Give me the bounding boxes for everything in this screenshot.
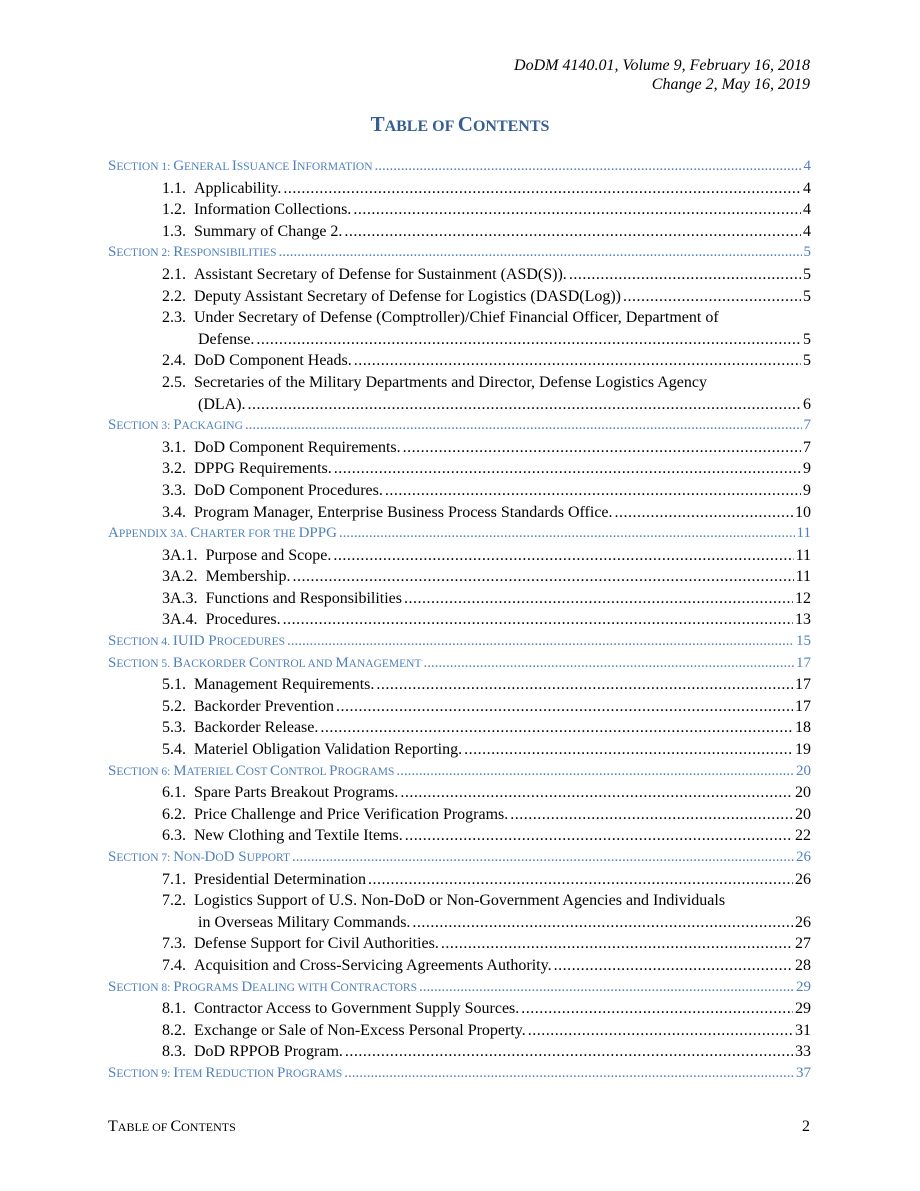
dot-leader: [400, 782, 793, 804]
toc-entry-number: 2.1.: [162, 265, 186, 283]
toc-page-number: 7: [803, 438, 811, 456]
toc-section-link[interactable]: [108, 977, 811, 999]
toc-page-number: 29: [795, 1000, 811, 1018]
dot-leader: [344, 221, 801, 243]
table-of-contents: [108, 156, 811, 1085]
dot-leader: [385, 480, 801, 502]
toc-section-link[interactable]: [108, 1063, 811, 1085]
toc-entry-number: 5.1.: [162, 676, 186, 694]
toc-entry-link[interactable]: [108, 178, 811, 200]
toc-entry-link[interactable]: [108, 782, 811, 804]
toc-entry-link[interactable]: [108, 307, 811, 329]
toc-section-link[interactable]: [108, 242, 811, 264]
toc-entry-title: DoD RPPOB Program.: [194, 1043, 343, 1061]
dot-leader: [464, 739, 793, 761]
toc-entry-title: DPPG Requirements.: [194, 460, 332, 478]
dot-leader: [528, 1020, 793, 1042]
toc-entry-title: Management Requirements.: [194, 676, 375, 694]
toc-section-link[interactable]: [108, 653, 811, 675]
dot-leader: [419, 977, 794, 999]
toc-page-number: 20: [796, 762, 811, 779]
dot-leader: [615, 502, 793, 524]
dot-leader: [423, 653, 794, 675]
toc-entry-link[interactable]: [108, 264, 811, 286]
toc-page-number: 5: [803, 287, 811, 305]
toc-section-title: SECTION 8: PROGRAMS DEALING WITH CONTRACTORS: [108, 978, 417, 995]
dot-leader: [283, 178, 801, 200]
toc-entry-continuation[interactable]: [108, 912, 811, 934]
toc-entry-number: 2.5.: [162, 373, 186, 391]
footer-page-number: 2: [802, 1118, 810, 1135]
toc-entry-title: Secretaries of the Military Departments and Director, Defense Logistics Agency: [194, 373, 707, 391]
toc-entry-link[interactable]: [108, 221, 811, 243]
toc-entry-title-cont: in Overseas Military Commands.: [198, 913, 411, 931]
toc-entry-title: Presidential Determination: [194, 870, 366, 888]
toc-entry-number: 8.1.: [162, 1000, 186, 1018]
toc-entry-number: 8.2.: [162, 1021, 186, 1039]
toc-entry-link[interactable]: [108, 869, 811, 891]
toc-page-number: 19: [795, 741, 811, 759]
toc-entry-link[interactable]: [108, 286, 811, 308]
dot-leader: [403, 437, 801, 459]
toc-section-title: SECTION 3: PACKAGING: [108, 417, 243, 434]
toc-entry-title: Procedures.: [205, 611, 281, 629]
toc-section-title: SECTION 7: NON-DOD SUPPORT: [108, 849, 290, 865]
toc-entry-number: 3A.3.: [162, 589, 198, 607]
toc-entry-link[interactable]: [108, 350, 811, 372]
toc-entry-number: 2.3.: [162, 309, 186, 327]
toc-section-link[interactable]: [108, 761, 811, 783]
toc-entry-link[interactable]: [108, 199, 811, 221]
dot-leader: [256, 329, 801, 351]
toc-entry-link[interactable]: [108, 739, 811, 761]
toc-entry-link[interactable]: [108, 437, 811, 459]
toc-entry-number: 8.3.: [162, 1043, 186, 1061]
toc-entry-link[interactable]: [108, 566, 811, 588]
toc-entry-link[interactable]: [108, 588, 811, 610]
header-doc-id: DoDM 4140.01, Volume 9, February 16, 2018: [514, 57, 810, 74]
toc-entry-number: 3A.4.: [162, 611, 198, 629]
toc-entry-number: 7.2.: [162, 892, 186, 910]
page-title: TABLE OF CONTENTS: [370, 112, 550, 136]
toc-entry-number: 2.4.: [162, 352, 186, 370]
toc-page-number: 5: [803, 265, 811, 283]
toc-entry-number: 6.2.: [162, 805, 186, 823]
dot-leader: [344, 1063, 794, 1085]
toc-section-title: SECTION 4. IUID PROCEDURES: [108, 633, 286, 650]
toc-page-number: 29: [796, 978, 811, 995]
toc-entry-number: 6.3.: [162, 827, 186, 845]
toc-entry-link[interactable]: [108, 502, 811, 524]
dot-leader: [245, 415, 802, 437]
document-header: [514, 56, 810, 94]
toc-entry-link[interactable]: [108, 717, 811, 739]
dot-leader: [283, 609, 793, 631]
toc-entry-title: Logistics Support of U.S. Non-DoD or Non-Government Agencies and Individuals: [194, 892, 726, 910]
toc-entry-title: Contractor Access to Government Supply Sources.: [194, 1000, 520, 1018]
toc-page-number: 37: [796, 1064, 811, 1081]
toc-entry-title: Backorder Release.: [194, 719, 319, 737]
toc-page-number: 20: [795, 805, 811, 823]
toc-entry-number: 1.2.: [162, 201, 186, 219]
toc-page-number: 18: [795, 719, 811, 737]
dot-leader: [412, 912, 793, 934]
toc-entry-link[interactable]: [108, 458, 811, 480]
toc-page-number: 22: [795, 827, 811, 845]
toc-page-number: 10: [795, 503, 811, 521]
toc-page-number: 5: [803, 330, 811, 348]
dot-leader: [569, 264, 801, 286]
dot-leader: [441, 933, 793, 955]
toc-entry-title: Spare Parts Breakout Programs.: [194, 784, 399, 802]
toc-entry-number: 1.1.: [162, 179, 186, 197]
toc-page-number: 27: [795, 935, 811, 953]
dot-leader: [345, 1041, 793, 1063]
toc-entry-number: 3.4.: [162, 503, 186, 521]
toc-entry-link[interactable]: [108, 933, 811, 955]
toc-entry-number: 3A.1.: [162, 546, 198, 564]
toc-entry-link[interactable]: [108, 804, 811, 826]
toc-entry-number: 3A.2.: [162, 568, 198, 586]
page-footer: [108, 1118, 810, 1136]
toc-entry-title: Applicability.: [194, 179, 282, 197]
dot-leader: [354, 350, 801, 372]
toc-page-number: 11: [795, 546, 811, 564]
toc-entry-title: Deputy Assistant Secretary of Defense for Logistics (DASD(Log)): [194, 287, 622, 305]
toc-entry-title: Defense Support for Civil Authorities.: [194, 935, 439, 953]
toc-page-number: 7: [803, 417, 811, 434]
toc-section-link[interactable]: [108, 631, 811, 653]
header-change: Change 2, May 16, 2019: [651, 76, 810, 93]
toc-page-number: 5: [803, 244, 811, 261]
dot-leader: [521, 998, 793, 1020]
toc-entry-title: DoD Component Procedures.: [194, 481, 383, 499]
toc-entry-title: Summary of Change 2.: [194, 222, 343, 240]
toc-page-number: 4: [803, 179, 811, 197]
toc-entry-title: Membership.: [205, 568, 291, 586]
dot-leader: [376, 674, 793, 696]
toc-entry-link[interactable]: [108, 825, 811, 847]
toc-entry-link[interactable]: [108, 955, 811, 977]
footer-title: TABLE OF CONTENTS: [108, 1118, 236, 1135]
dot-leader: [320, 717, 793, 739]
toc-entry-number: 6.1.: [162, 784, 186, 802]
toc-entry-link[interactable]: [108, 480, 811, 502]
dot-leader: [554, 955, 793, 977]
toc-page-number: 31: [795, 1021, 811, 1039]
toc-entry-title-cont: (DLA).: [198, 395, 246, 413]
toc-entry-number: 7.3.: [162, 935, 186, 953]
dot-leader: [404, 588, 793, 610]
toc-entry-title: Backorder Prevention: [194, 697, 334, 715]
toc-page-number: 26: [795, 913, 811, 931]
toc-page-number: 17: [796, 654, 811, 671]
toc-entry-link[interactable]: [108, 1041, 811, 1063]
dot-leader: [334, 458, 801, 480]
toc-entry-continuation[interactable]: [108, 329, 811, 351]
toc-section-title: SECTION 1: GENERAL ISSUANCE INFORMATION: [108, 158, 373, 174]
toc-entry-continuation[interactable]: [108, 394, 811, 416]
toc-section-link[interactable]: [108, 523, 811, 545]
toc-section-title: SECTION 9: ITEM REDUCTION PROGRAMS: [108, 1064, 343, 1081]
toc-entry-number: 1.3.: [162, 222, 186, 240]
toc-entry-title: Price Challenge and Price Verification Programs.: [194, 805, 509, 823]
toc-entry-title: Acquisition and Cross-Servicing Agreements Authority.: [194, 956, 552, 974]
toc-section-title: SECTION 2: RESPONSIBILITIES: [108, 244, 277, 261]
toc-entry-title: Purpose and Scope.: [205, 546, 332, 564]
toc-page-number: 4: [803, 158, 811, 174]
toc-section-title: SECTION 5. BACKORDER CONTROL AND MANAGEMENT: [108, 654, 422, 671]
toc-entry-number: 2.2.: [162, 287, 186, 305]
dot-leader: [333, 545, 793, 567]
toc-page-number: 9: [803, 460, 811, 478]
toc-entry-title: Materiel Obligation Validation Reporting.: [194, 741, 463, 759]
toc-entry-title: DoD Component Heads.: [194, 352, 352, 370]
toc-section-link[interactable]: [108, 156, 811, 178]
toc-page-number: 4: [803, 201, 811, 219]
toc-entry-link[interactable]: [108, 890, 811, 912]
toc-section-title: SECTION 6: MATERIEL COST CONTROL PROGRAMS: [108, 762, 395, 779]
toc-entry-number: 5.4.: [162, 741, 186, 759]
toc-page-number: 11: [795, 568, 811, 586]
toc-entry-title-cont: Defense.: [198, 330, 255, 348]
toc-page-number: 26: [795, 870, 811, 888]
toc-page-number: 17: [795, 676, 811, 694]
toc-entry-number: 5.3.: [162, 719, 186, 737]
toc-entry-link[interactable]: [108, 696, 811, 718]
toc-entry-title: New Clothing and Textile Items.: [194, 827, 403, 845]
toc-entry-number: 7.4.: [162, 956, 186, 974]
toc-page-number: 11: [796, 525, 811, 542]
toc-entry-number: 7.1.: [162, 870, 186, 888]
toc-entry-title: Exchange or Sale of Non-Excess Personal Property.: [194, 1021, 526, 1039]
toc-entry-title: DoD Component Requirements.: [194, 438, 401, 456]
toc-entry-link[interactable]: [108, 998, 811, 1020]
toc-page-number: 17: [795, 697, 811, 715]
toc-entry-link[interactable]: [108, 1020, 811, 1042]
dot-leader: [368, 869, 793, 891]
dot-leader: [287, 631, 794, 653]
dot-leader: [510, 804, 793, 826]
toc-entry-number: 3.2.: [162, 460, 186, 478]
toc-page-number: 20: [795, 784, 811, 802]
toc-page-number: 26: [796, 849, 811, 865]
toc-entry-link[interactable]: [108, 372, 811, 394]
toc-section-title: APPENDIX 3A. CHARTER FOR THE DPPG: [108, 525, 337, 542]
dot-leader: [405, 825, 793, 847]
toc-entry-link[interactable]: [108, 545, 811, 567]
toc-page-number: 12: [795, 589, 811, 607]
toc-entry-title: Information Collections.: [194, 201, 352, 219]
dot-leader: [375, 156, 802, 178]
dot-leader: [248, 394, 801, 416]
dot-leader: [353, 199, 801, 221]
toc-entry-number: 3.3.: [162, 481, 186, 499]
dot-leader: [279, 242, 802, 264]
toc-entry-title: Under Secretary of Defense (Comptroller)/Chief Financial Officer, Department of: [194, 309, 719, 327]
toc-page-number: 6: [803, 395, 811, 413]
dot-leader: [396, 761, 794, 783]
toc-entry-link[interactable]: [108, 609, 811, 631]
toc-page-number: 5: [803, 352, 811, 370]
toc-page-number: 13: [795, 611, 811, 629]
toc-page-number: 33: [795, 1043, 811, 1061]
toc-page-number: 4: [803, 222, 811, 240]
toc-page-number: 15: [796, 633, 811, 650]
toc-page-number: 9: [803, 481, 811, 499]
dot-leader: [292, 847, 794, 869]
dot-leader: [292, 566, 793, 588]
toc-entry-title: Functions and Responsibilities: [205, 589, 403, 607]
toc-entry-title: Assistant Secretary of Defense for Sustainment (ASD(S)).: [194, 265, 567, 283]
toc-entry-link[interactable]: [108, 674, 811, 696]
dot-leader: [339, 523, 795, 545]
toc-entry-number: 3.1.: [162, 438, 186, 456]
toc-section-link[interactable]: [108, 847, 811, 869]
dot-leader: [336, 696, 793, 718]
toc-section-link[interactable]: [108, 415, 811, 437]
dot-leader: [623, 286, 801, 308]
toc-entry-title: Program Manager, Enterprise Business Process Standards Office.: [194, 503, 613, 521]
toc-page-number: 28: [795, 956, 811, 974]
toc-entry-number: 5.2.: [162, 697, 186, 715]
